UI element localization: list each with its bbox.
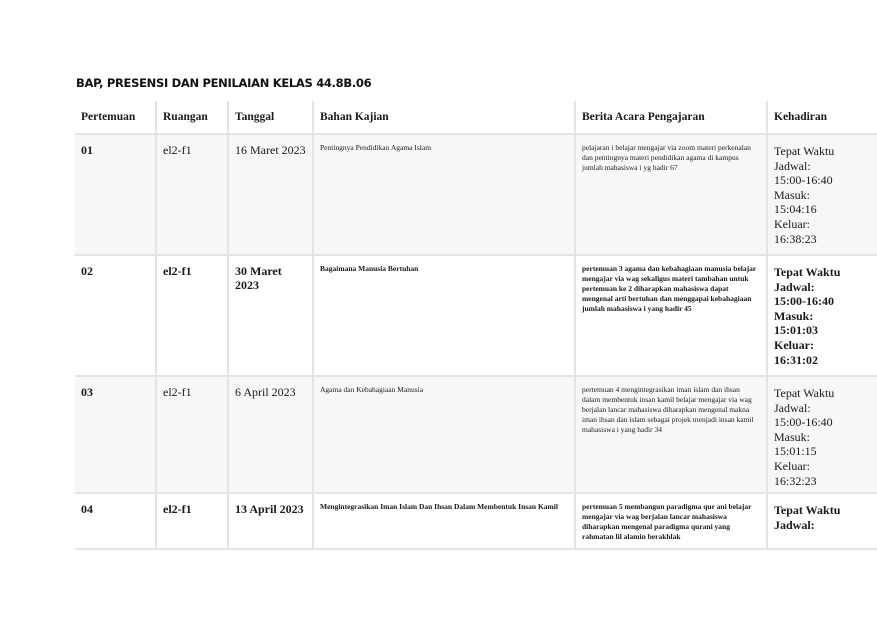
cell-bahan-kajian: Agama dan Kebahagiaan Manusia [313,376,575,493]
cell-bahan-kajian: Pentingnya Pendidikan Agama Islam [313,134,575,255]
check-out-value: 16:38:23 [774,231,817,246]
check-in-label: Masuk: [774,308,814,323]
attendance-status: Tepat Waktu [774,265,841,279]
cell-bahan-kajian: Mengintegrasikan Iman Islam Dan Ihsan Dalam Membentuk Insan Kamil [313,493,575,549]
cell-ruangan: el2-f1 [156,493,228,549]
cell-berita-acara: pertemuan 3 agama dan kebahagiaan manusia belajar mengajar via wag sekaligus materi tambahan untuk pertemuan ke 2 diharapkan mahasiswa dapat mengenal arti bertuhan dan menggapai kebahagiaan jumlah mahasiswa i yang hadir 45 [575,255,767,376]
cell-tanggal: 13 April 2023 [228,493,313,549]
cell-pertemuan: 03 [75,376,156,493]
cell-bahan-kajian: Bagaimana Manusia Bertuhan [313,255,575,376]
cell-berita-acara: pelajaran i belajar mengajar via zoom materi perkenalan dan pentingnya materi pendidikan agama di kampus jumlah mahasiswa i yg hadir 67 [575,134,767,255]
attendance-status: Tepat Waktu [774,386,835,400]
check-in-value: 15:04:16 [774,202,817,217]
cell-ruangan: el2-f1 [156,376,228,493]
cell-kehadiran [767,134,877,255]
table-row [75,376,877,493]
check-out-value: 16:31:02 [774,352,818,367]
page-title: BAP, PRESENSI DAN PENILAIAN KELAS 44.8B.06 [76,76,372,90]
cell-berita-acara: pertemuan 5 membangun paradigma qur ani belajar mengajar via wag berjalan lancar mahasiswa diharapkan mengenal paradigma qurani yang rahmatan lil alamin berakhlak [575,493,767,549]
header-tanggal: Tanggal [228,101,313,134]
header-ruangan: Ruangan [156,101,228,134]
check-in-label: Masuk: [774,429,810,444]
check-out-value: 16:32:23 [774,473,817,488]
cell-pertemuan: 01 [75,134,156,255]
cell-kehadiran [767,255,877,376]
cell-ruangan: el2-f1 [156,255,228,376]
schedule-label: Jadwal: [774,517,815,532]
check-in-label: Masuk: [774,187,810,202]
attendance-table [75,101,877,550]
cell-pertemuan: 02 [75,255,156,376]
attendance-status: Tepat Waktu [774,144,835,158]
schedule-value: 15:00-16:40 [774,415,833,430]
schedule-value: 15:00-16:40 [774,173,833,188]
cell-tanggal: 6 April 2023 [228,376,313,493]
cell-ruangan: el2-f1 [156,134,228,255]
table-row [75,134,877,255]
check-out-label: Keluar: [774,458,810,473]
schedule-value: 15:00-16:40 [774,294,834,309]
cell-kehadiran [767,376,877,493]
header-kehadiran: Kehadiran [767,101,877,134]
cell-tanggal: 16 Maret 2023 [228,134,313,255]
cell-pertemuan: 04 [75,493,156,549]
header-berita-acara: Berita Acara Pengajaran [575,101,767,134]
schedule-label: Jadwal: [774,400,811,415]
header-bahan-kajian: Bahan Kajian [313,101,575,134]
attendance-status: Tepat Waktu [774,503,841,517]
table-row [75,493,877,549]
check-in-value: 15:01:03 [774,323,818,338]
cell-berita-acara: pertemuan 4 mengintegrasikan iman islam dan ihsan dalam membentuk insan kamil belajar mengajar via wag berjalan lancar mahasiswa diharapkan mengenal makna iman ihsan dan islam sebagai projek menjadi insan kamil mahasiswa i yang hadir 34 [575,376,767,493]
table-header-row [75,101,877,134]
check-out-label: Keluar: [774,216,810,231]
check-out-label: Keluar: [774,337,814,352]
check-in-value: 15:01:15 [774,444,817,459]
table-row [75,255,877,376]
schedule-label: Jadwal: [774,158,811,173]
header-pertemuan: Pertemuan [75,101,156,134]
cell-tanggal: 30 Maret 2023 [228,255,313,376]
cell-kehadiran [767,493,877,549]
schedule-label: Jadwal: [774,279,815,294]
